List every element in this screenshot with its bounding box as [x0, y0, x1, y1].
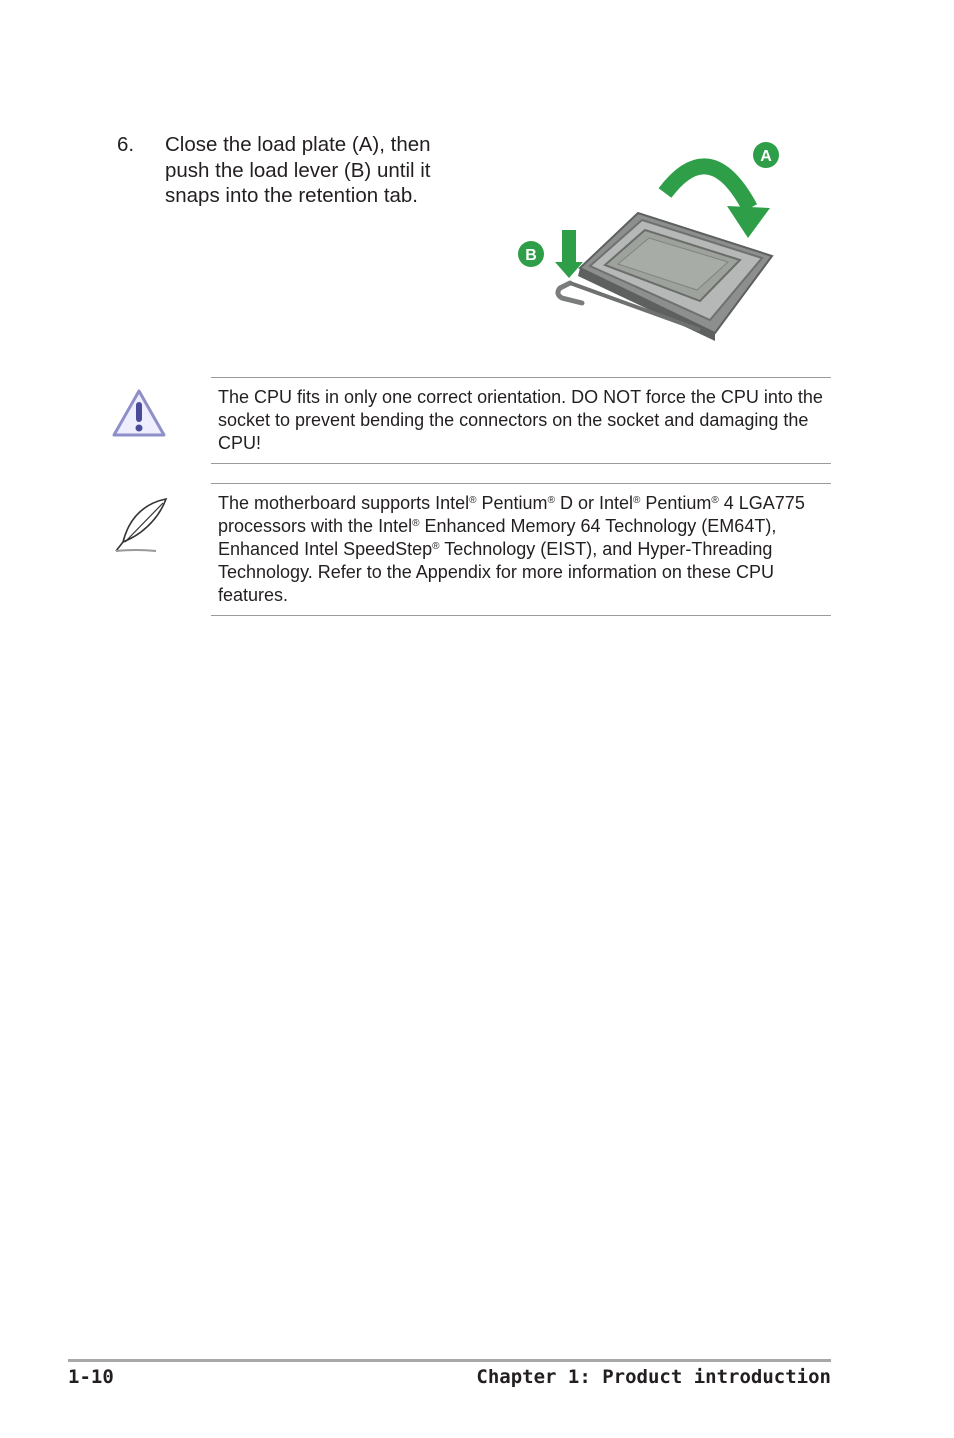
step-number: 6.	[117, 133, 135, 156]
page-number: 1-10	[68, 1366, 114, 1388]
label-b: B	[525, 247, 537, 264]
label-a: A	[760, 148, 772, 165]
arrow-a-curve	[665, 166, 750, 208]
step-instruction: Close the load plate (A), then push the load lever (B) until it snaps into the retention tab.	[165, 133, 431, 207]
warning-notice	[211, 377, 831, 464]
footer-rule	[68, 1359, 831, 1362]
note-text: The motherboard supports Intel® Pentium® D or Intel® Pentium® 4 LGA775 processors with the Intel® Enhanced Memory 64 Technology (EM64T), Enhanced Intel SpeedStep® Technology (EIST), and Hyper-Threading Technology. Refer to the Appendix for more information on these CPU features.	[218, 493, 805, 605]
arrow-a-head	[727, 206, 770, 238]
warning-text: The CPU fits in only one correct orientation. DO NOT force the CPU into the socket to prevent bending the connectors on the socket and damaging the CPU!	[218, 387, 823, 453]
cpu-socket-illustration	[510, 138, 790, 348]
note-notice	[211, 483, 831, 616]
arrow-b-shaft	[562, 230, 576, 264]
feather-pen-icon	[111, 496, 171, 559]
chapter-title: Chapter 1: Product introduction	[476, 1366, 831, 1388]
cpu-socket-figure	[510, 138, 790, 348]
warning-icon	[111, 388, 167, 445]
